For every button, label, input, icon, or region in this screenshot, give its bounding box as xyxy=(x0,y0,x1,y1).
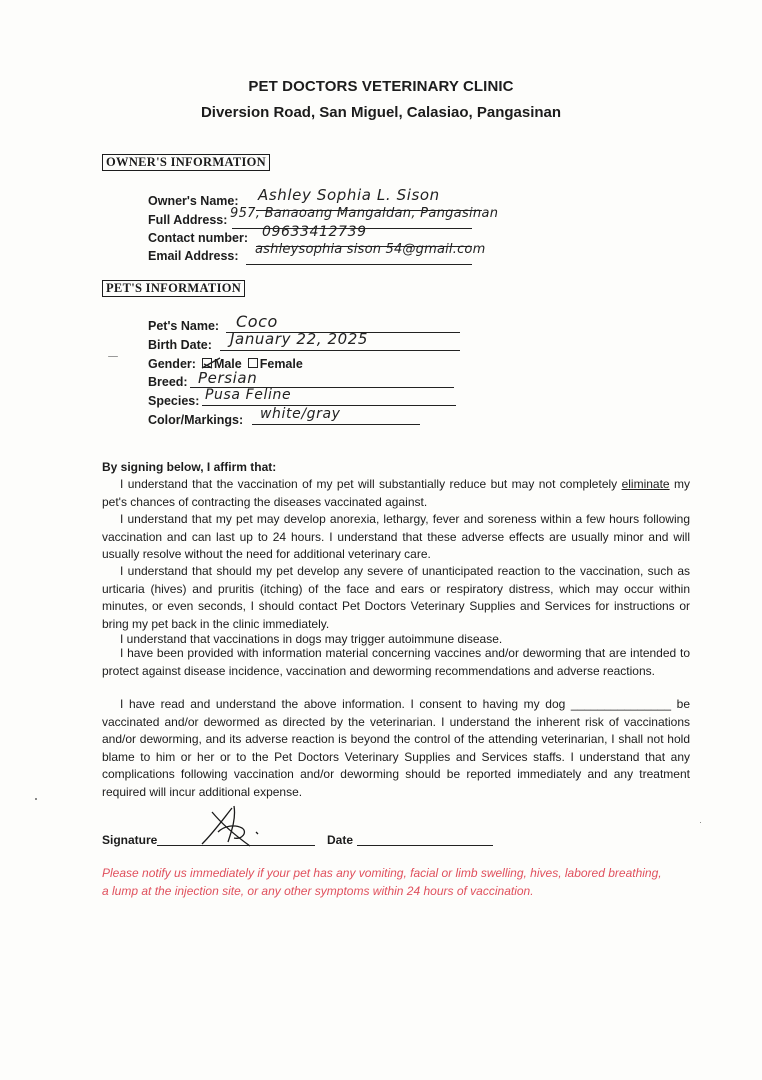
clinic-address: Diversion Road, San Miguel, Calasiao, Pangasinan xyxy=(200,104,562,121)
owner-name-label: Owner's Name: xyxy=(148,194,239,208)
email-value: ashleysophia sison 54@gmail.com xyxy=(255,242,486,257)
vaccination-notice: Please notify us immediately if your pet has any vomiting, facial or limb swelling, hives, labored breathing, a lump at the injection site, or any other symptoms within 24 hours of vaccination. xyxy=(102,866,662,898)
date-line[interactable] xyxy=(357,845,493,846)
date-label: Date xyxy=(327,833,354,847)
clinic-name: PET DOCTORS VETERINARY CLINIC xyxy=(248,78,514,95)
p1-text-start: I understand that the vaccination of my pet will substantially reduce but may not completely xyxy=(120,477,622,491)
affirmation-paragraph-5: I have been provided with information material concerning vaccines and/or deworming that are intended to protect against disease incidence, vaccination and deworming recommendations and adverse reactions. xyxy=(102,646,690,678)
color-value: white/gray xyxy=(260,406,341,422)
breed-value: Persian xyxy=(198,369,258,387)
address-label: Full Address: xyxy=(148,213,228,227)
birth-date-label: Birth Date: xyxy=(148,338,212,352)
female-checkbox[interactable] xyxy=(248,358,258,368)
contact-label: Contact number: xyxy=(148,231,248,245)
color-label: Color/Markings: xyxy=(148,413,244,427)
scan-speck xyxy=(35,798,37,800)
scan-speck xyxy=(700,822,701,823)
affirmation-paragraph-6: I have read and understand the above information. I consent to having my dog _______________ be vaccinated and/or dewormed as directed by the veterinarian. I understand the inherent risk of vaccinations and/or deworming, and its adverse reaction is beyond the control of the attending veterinarian, I shall not hold blame to him or her or to the Pet Doctors Veterinary Supplies and Services staffs. I understand that any complications following vaccination and/or deworming should be reported immediately and any treatment required will incur additional expense. xyxy=(102,697,690,799)
pet-name-value: Coco xyxy=(236,312,278,331)
affirmation-paragraph-2: I understand that my pet may develop anorexia, lethargy, fever and soreness within a few hours following vaccination and can last up to 24 hours. I understand that these adverse effects are usually minor and will usually resolve without the need for additional veterinary care. xyxy=(102,512,690,561)
signature-label: Signature xyxy=(102,833,158,847)
birth-date-value: January 22, 2025 xyxy=(230,330,369,348)
p1-underlined-word: eliminate xyxy=(621,477,670,491)
male-check-mark-icon xyxy=(200,356,222,370)
owner-name-value: Ashley Sophia L. Sison xyxy=(258,186,440,204)
color-line xyxy=(252,424,420,425)
pet-section-header: PET'S INFORMATION xyxy=(102,280,245,297)
contact-value: 09633412739 xyxy=(262,224,367,240)
p1-text-end: my pet's chances of contracting the diseases vaccinated against. xyxy=(102,477,690,509)
birth-date-line xyxy=(220,350,460,351)
affirmation-paragraph-4: I understand that vaccinations in dogs may trigger autoimmune disease. xyxy=(120,632,503,646)
scan-speck xyxy=(108,356,118,357)
affirmation-paragraph-1 xyxy=(102,476,690,511)
species-label: Species: xyxy=(148,394,200,408)
male-option-label: Male xyxy=(213,357,242,371)
affirmation-title: By signing below, I affirm that: xyxy=(102,460,277,474)
email-line xyxy=(246,264,472,265)
breed-label: Breed: xyxy=(148,375,188,389)
owner-section-header: OWNER'S INFORMATION xyxy=(102,154,270,171)
pet-name-label: Pet's Name: xyxy=(148,319,220,333)
address-value: 957, Banaoang Mangaldan, Pangasinan xyxy=(230,206,499,221)
email-label: Email Address: xyxy=(148,249,239,263)
species-value: Pusa Feline xyxy=(205,387,292,403)
gender-label: Gender: xyxy=(148,357,196,371)
affirmation-paragraph-3: I understand that should my pet develop any severe of unanticipated reaction to the vaccination, such as urticaria (hives) and pruritis (itching) of the face and ears or respiratory distress, which may occur within minutes, or even seconds, I should contact Pet Doctors Veterinary Supplies and Services for instructions or bring my pet back in the clinic immediately. xyxy=(102,564,690,631)
handwritten-signature xyxy=(198,802,268,850)
female-option-label: Female xyxy=(259,357,303,371)
